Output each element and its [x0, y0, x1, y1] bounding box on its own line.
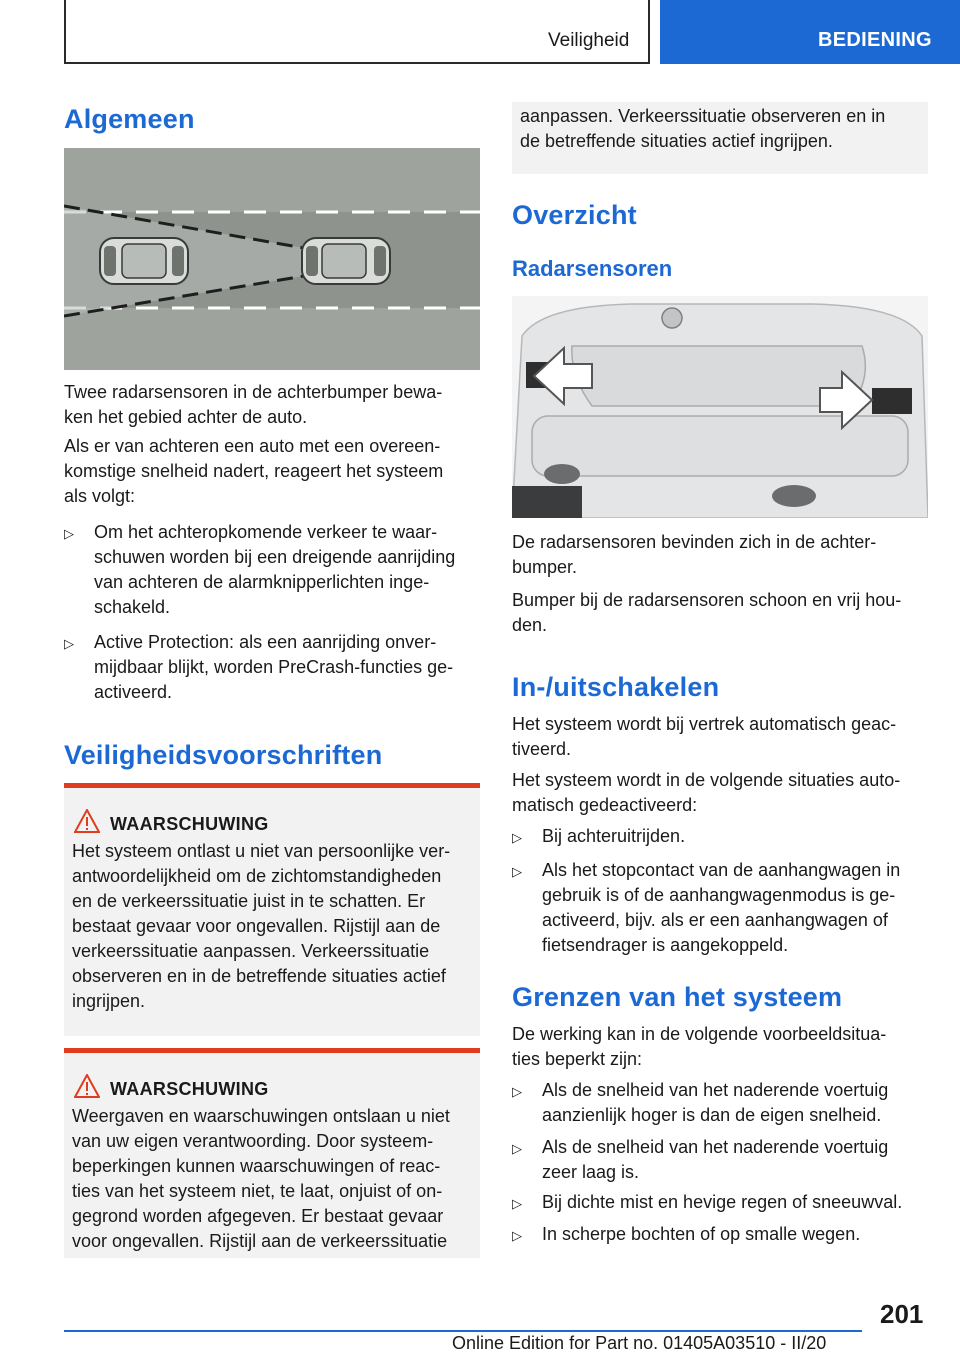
list-item: ▷ In scherpe bochten of op smalle wegen.: [512, 1222, 928, 1247]
page-number: 201: [880, 1299, 924, 1329]
heading-overview: Overzicht: [512, 200, 637, 230]
header-chapter-title: BEDIENING: [818, 29, 932, 51]
list-item: ▷ Active Protection: als een aanrijding onver- mijdbaar blijkt, worden PreCrash-functies ge- activeerd.: [64, 632, 454, 702]
warning-text: Weergaven en waarschuwingen ontslaan u niet van uw eigen verantwoording. Door systeem- beperkingen kunnen waarschuwingen of reac- ties van het systeem niet, te laat, onjuist of on- gegrond worden afgegeven. Er bestaat gevaar voor ongevallen. Rijstijl aan de verkeerssituatie: [72, 1106, 450, 1251]
warning-title: WAARSCHUWING: [110, 1079, 269, 1099]
car-front-icon: [302, 238, 390, 284]
intro-paragraph-1: Twee radarsensoren in de achterbumper bewa- ken het gebied achter de auto.: [64, 382, 443, 427]
radar-paragraph-1: De radarsensoren bevinden zich in de achter- bumper.: [512, 532, 877, 577]
warning-bar: [64, 1048, 480, 1053]
triangle-bullet-icon: ▷: [512, 864, 522, 879]
warning-text: aanpassen. Verkeerssituatie observeren en in de betreffende situaties actief ingrijpen.: [520, 106, 886, 151]
heading-on-off: In-/uitschakelen: [512, 672, 720, 702]
triangle-bullet-icon: ▷: [512, 1196, 522, 1211]
heading-safety: Veiligheidsvoorschriften: [64, 740, 383, 770]
warning-box-2: [64, 1048, 480, 1258]
footer-rule: [64, 1330, 862, 1332]
triangle-bullet-icon: ▷: [64, 526, 74, 541]
warning-triangle-icon: [74, 1074, 100, 1098]
onoff-paragraph-2: Het systeem wordt in de volgende situaties auto- matisch gedeactiveerd:: [512, 770, 901, 815]
list-item: ▷ Als de snelheid van het naderende voertuig aanzienlijk hoger is dan de eigen snelheid.: [512, 1080, 889, 1125]
list-item: ▷ Om het achteropkomende verkeer te waar- schuwen worden bij een dreigende aanrijding van achteren de alarmknipperlichten inge- schakeld.: [64, 522, 456, 617]
list-item: ▷ Als het stopcontact van de aanhangwagen in gebruik is of de aanhangwagenmodus is ge- activeerd, bijv. als er een aanhangwagen of fietsendrager is aangekoppeld.: [512, 860, 901, 955]
warning-title: WAARSCHUWING: [110, 814, 269, 834]
warning-bar: [64, 783, 480, 788]
triangle-bullet-icon: ▷: [512, 830, 522, 845]
radar-paragraph-2: Bumper bij de radarsensoren schoon en vrij hou- den.: [512, 590, 902, 635]
limits-intro: De werking kan in de volgende voorbeeldsitua- ties beperkt zijn:: [512, 1024, 887, 1069]
list-item: ▷ Bij achteruitrijden.: [512, 824, 928, 849]
rear-bumper-illustration: [512, 296, 928, 518]
figure-radar-coverage: [64, 148, 480, 370]
warning-box-1: [64, 783, 480, 1036]
triangle-bullet-icon: ▷: [512, 1084, 522, 1099]
heading-limits: Grenzen van het systeem: [512, 982, 843, 1012]
radar-coverage-illustration: [64, 148, 480, 370]
edition-note: Online Edition for Part no. 01405A03510 - II/20: [452, 1333, 827, 1353]
list-item: ▷ Als de snelheid van het naderende voertuig zeer laag is.: [512, 1137, 889, 1182]
car-rear-icon: [100, 238, 188, 284]
warning-text: Het systeem ontlast u niet van persoonlijke ver- antwoordelijkheid om de zichtomstandigheden en de verkeerssituatie juist in te schatten. Er bestaat gevaar voor ongevallen. Rijstijl aan de verkeerssituatie aanpassen. Verkeerssituatie observeren en in de betreffende situaties actief ingrijpen.: [72, 841, 451, 1011]
triangle-bullet-icon: ▷: [512, 1141, 522, 1156]
subheading-radar-sensors: Radarsensoren: [512, 256, 673, 281]
triangle-bullet-icon: ▷: [512, 1228, 522, 1243]
list-item: ▷ Bij dichte mist en hevige regen of sneeuwval.: [512, 1190, 928, 1215]
figure-rear-bumper: [512, 296, 928, 518]
onoff-paragraph-1: Het systeem wordt bij vertrek automatisch geac- tiveerd.: [512, 714, 897, 759]
warning-triangle-icon: [74, 809, 100, 833]
heading-general: Algemeen: [64, 104, 195, 134]
intro-paragraph-2: Als er van achteren een auto met een overeen- komstige snelheid nadert, reageert het systeem als volgt:: [64, 436, 444, 506]
triangle-bullet-icon: ▷: [64, 636, 74, 651]
header-section-title: Veiligheid: [548, 30, 630, 51]
warning-box-2-continued: [512, 102, 928, 174]
